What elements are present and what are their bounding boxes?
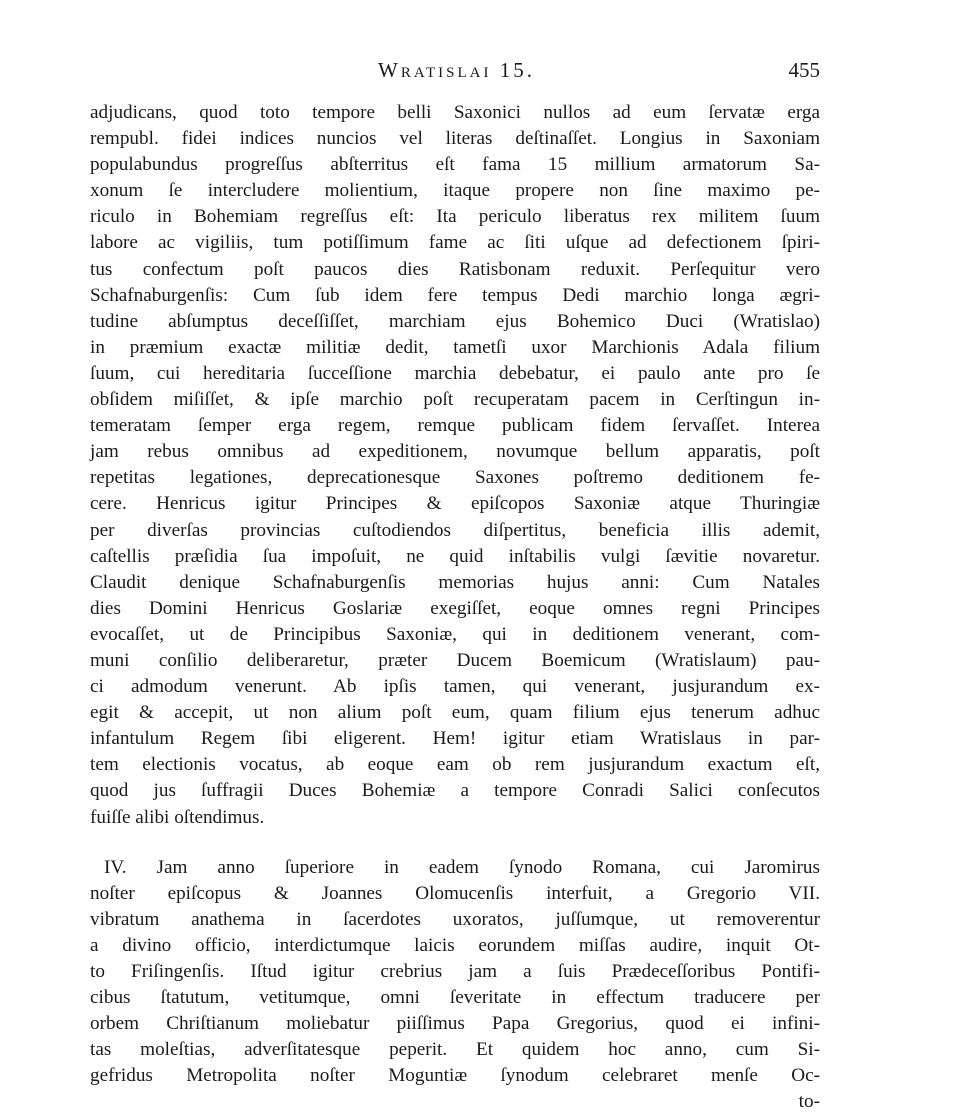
text-line: rempubl. fidei indices nuncios vel literas deſtinaſſet. Longius in Saxoniam	[90, 128, 820, 150]
text-line: populabundus progreſſus abſterritus eſt fama 15 millium armatorum Sa-	[90, 154, 820, 176]
page-header	[90, 58, 820, 88]
text-line: noſter epiſcopus & Joannes Olomucenſis interfuit, a Gregorio VII.	[90, 882, 820, 904]
text-line: xonum ſe intercludere molientium, itaque propere non ſine maximo pe-	[90, 180, 820, 202]
text-line: ci admodum venerunt. Ab ipſis tamen, qui venerant, jusjurandum ex-	[90, 676, 820, 698]
text-line: egit & accepit, ut non alium poſt eum, quam filium ejus tenerum adhuc	[90, 702, 820, 724]
text-line: IV. Jam anno ſuperiore in eadem ſynodo Romana, cui Jaromirus	[104, 856, 820, 878]
text-line: jam rebus omnibus ad expeditionem, novumque bellum apparatis, poſt	[90, 441, 820, 463]
text-line: temeratam ſemper erga regem, remque publicam fidem ſervaſſet. Interea	[90, 415, 820, 437]
text-line: caſtellis præſidia ſua impoſuit, ne quid inſtabilis vulgi ſævitie novaretur.	[90, 545, 820, 567]
text-line: a divino officio, interdictumque laicis eorundem miſſas audire, inquit Ot-	[90, 934, 820, 956]
text-line: labore ac vigiliis, tum potiſſimum fame ac ſiti uſque ad defectionem ſpiri-	[90, 232, 820, 254]
text-line: cere. Henricus igitur Principes & epiſcopos Saxoniæ atque Thuringiæ	[90, 493, 820, 515]
text-line: adjudicans, quod toto tempore belli Saxonici nullos ad eum ſervatæ erga	[90, 102, 820, 123]
text-line: muni conſilio deliberaretur, præter Ducem Boemicum (Wratislaum) pau-	[90, 649, 820, 671]
text-line: Claudit denique Schafnaburgenſis memorias hujus anni: Cum Natales	[90, 571, 820, 593]
text-line: obſidem miſiſſet, & ipſe marchio poſt recuperatam pacem in Cerſtingun in-	[90, 389, 820, 411]
text-line: repetitas legationes, deprecationesque Saxones poſtremo deditionem fe-	[90, 467, 820, 489]
text-line: to Friſingenſis. Iſtud igitur crebrius jam a ſuis Prædeceſſoribus Pontifi-	[90, 961, 820, 982]
text-line: tus confectum poſt paucos dies Ratisbonam reduxit. Perſequitur vero	[90, 258, 820, 280]
text-line: infantulum Regem ſibi eligerent. Hem! igitur etiam Wratislaus in par-	[90, 728, 820, 750]
text-line: tas moleſtias, adverſitatesque peperit. Et quidem hoc anno, cum Si-	[90, 1039, 820, 1061]
text-line: orbem Chriſtianum moliebatur piiſſimus Papa Gregorius, quod ei infini-	[90, 1013, 820, 1035]
running-head: Wratislai 15.	[378, 58, 535, 82]
text-line: fuiſſe alibi oſtendimus.	[90, 806, 265, 828]
body-text	[90, 100, 820, 1116]
text-line: riculo in Bohemiam regreſſus eſt: Ita periculo liberatus rex militem ſuum	[90, 206, 820, 228]
text-line: gefridus Metropolita noſter Moguntiæ ſynodum celebraret menſe Oc-	[90, 1065, 820, 1087]
text-line: Schafnaburgenſis: Cum ſub idem fere tempus Dedi marchio longa ægri-	[90, 284, 820, 306]
page-number: 455	[788, 58, 820, 82]
paragraph-1	[90, 100, 820, 831]
text-line: vibratum anathema in ſacerdotes uxoratos, juſſumque, ut removerentur	[90, 908, 820, 930]
text-line: to-	[798, 1091, 820, 1113]
paragraph-2	[90, 855, 820, 1116]
text-line: evocaſſet, ut de Principibus Saxoniæ, qui in deditionem venerant, com-	[90, 623, 820, 645]
text-line: cibus ſtatutum, vetitumque, omni ſeveritate in effectum traducere per	[90, 987, 820, 1009]
text-line: quod jus ſuffragii Duces Bohemiæ a tempore Conradi Salici conſecutos	[90, 780, 820, 802]
text-line: dies Domini Henricus Goslariæ exegiſſet, eoque omnes regni Principes	[90, 597, 820, 619]
text-line: tudine abſumptus deceſſiſſet, marchiam ejus Bohemico Duci (Wratislao)	[90, 310, 820, 332]
text-line: tem electionis vocatus, ab eoque eam ob rem jusjurandum exactum eſt,	[90, 754, 820, 776]
text-line: ſuum, cui hereditaria ſucceſſione marchia debebatur, ei paulo ante pro ſe	[90, 362, 820, 384]
text-line: per diverſas provincias cuſtodiendos diſpertitus, beneficia illis ademit,	[90, 519, 820, 541]
text-line: in præmium exactæ militiæ dedit, tametſi uxor Marchionis Adala filium	[90, 336, 820, 358]
